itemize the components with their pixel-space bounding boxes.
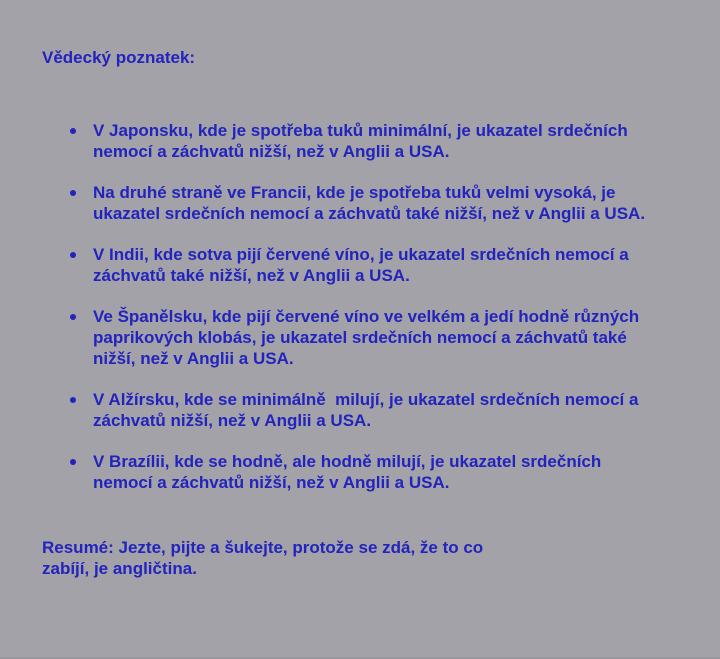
list-item [70,120,680,162]
list-item [70,182,680,224]
list-item [70,306,680,369]
bullet-icon [70,128,76,134]
bullet-icon [70,252,76,258]
list-item [70,389,680,431]
page-title: Vědecký poznatek: [42,48,196,67]
list-item-text: Ve Španělsku, kde pijí červené víno ve velkém a jedí hodně různých paprikových klobás, je ukazatel srdečních nemocí a záchvatů také nižší, než v Anglii a USA. [93,307,644,368]
bullet-icon [70,459,76,465]
bullet-icon [70,190,76,196]
bullet-list [42,120,680,493]
list-item-text: V Indii, kde sotva pijí červené víno, je ukazatel srdečních nemocí a záchvatů také nižší, než v Anglii a USA. [93,245,634,285]
summary-text: Resumé: Jezte, pijte a šukejte, protože se zdá, že to co zabíjí, je angličtina. [42,538,488,578]
list-item [70,244,680,286]
list-item-text: V Alžírsku, kde se minimálně milují, je ukazatel srdečních nemocí a záchvatů nižší, než v Anglii a USA. [93,390,644,430]
list-item-text: V Japonsku, kde je spotřeba tuků minimální, je ukazatel srdečních nemocí a záchvatů nižší, než v Anglii a USA. [93,121,633,161]
bullet-icon [70,314,76,320]
list-item-text: Na druhé straně ve Francii, kde je spotřeba tuků velmi vysoká, je ukazatel srdečních nemocí a záchvatů také nižší, než v Anglii a USA. [93,183,646,223]
list-item [70,451,680,493]
list-item-text: V Brazílii, kde se hodně, ale hodně milují, je ukazatel srdečních nemocí a záchvatů nižší, než v Anglii a USA. [93,452,606,492]
bullet-icon [70,397,76,403]
